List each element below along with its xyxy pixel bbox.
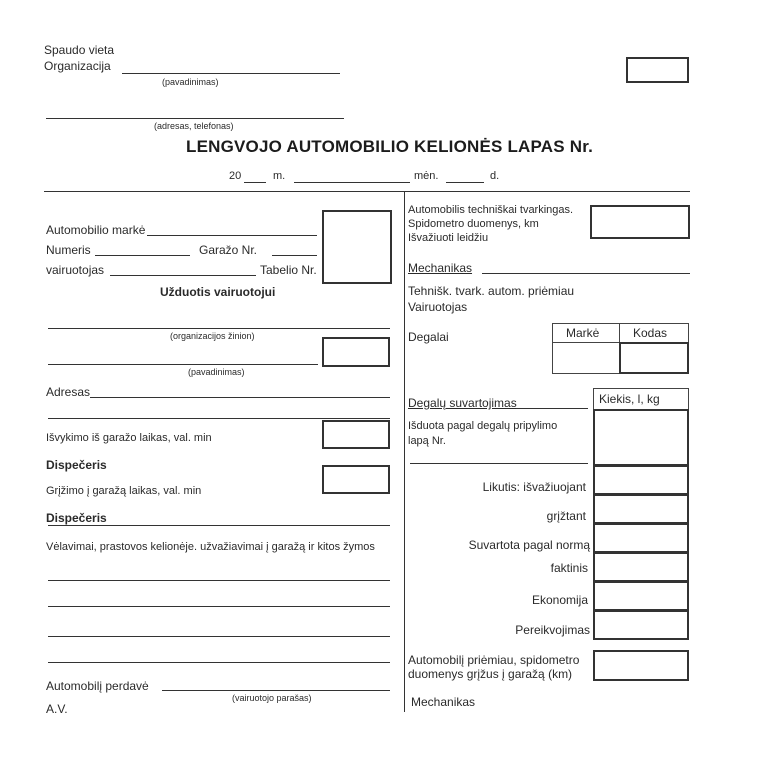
- departure-time-label: Išvykimo iš garažo laikas, val. min: [46, 432, 212, 444]
- notes-line-4[interactable]: [48, 662, 390, 663]
- tab-number-label: Tabelio Nr.: [260, 263, 317, 277]
- address-extra-line[interactable]: [48, 418, 390, 419]
- date-year-unit: m.: [273, 170, 286, 182]
- fuel-brand-column-label: Markė: [566, 326, 600, 340]
- number-label: Numeris: [46, 243, 91, 257]
- address-field-line[interactable]: [90, 397, 390, 398]
- stamp-place-label: Spaudo vieta: [44, 43, 115, 57]
- fuel-code-cell[interactable]: [619, 342, 689, 374]
- page-title: LENGVOJO AUTOMOBILIO KELIONĖS LAPAS Nr.: [186, 137, 594, 156]
- quantity-column-label: Kiekis, l, kg: [599, 392, 660, 406]
- date-month-unit: mėn.: [414, 170, 439, 182]
- mechanic-label-2: Mechanikas: [411, 695, 476, 709]
- car-brand-label: Automobilio markė: [46, 223, 146, 237]
- issued-quantity-cell[interactable]: [593, 409, 689, 466]
- return-time-label: Grįžimo į garažą laikas, val. min: [46, 485, 202, 497]
- return-time-box[interactable]: [322, 465, 390, 494]
- actual-usage-label: faktinis: [550, 561, 588, 575]
- used-norm-label: Suvartota pagal normą: [468, 538, 590, 552]
- task-line-2[interactable]: [48, 364, 318, 365]
- header-divider: [44, 191, 690, 192]
- departure-time-box[interactable]: [322, 420, 390, 449]
- issued-by-label-line1: Išduota pagal degalų pripylimo: [408, 420, 558, 432]
- task-box[interactable]: [322, 337, 390, 367]
- task-name-hint: (pavadinimas): [188, 367, 245, 377]
- dispatcher-label-1: Dispečeris: [46, 458, 107, 472]
- column-divider: [404, 192, 405, 712]
- overuse-cell[interactable]: [593, 610, 689, 640]
- overuse-label: Pereikvojimas: [515, 623, 590, 637]
- accepted-label-line2: duomenys grįžus į garažą (km): [408, 667, 573, 681]
- actual-usage-cell[interactable]: [593, 552, 689, 582]
- fuel-brand-cell[interactable]: [552, 342, 620, 374]
- date-month-line[interactable]: [294, 182, 410, 183]
- remaining-out-label: Likutis: išvažiuojant: [482, 480, 586, 494]
- speedometer-return-box[interactable]: [593, 650, 689, 681]
- mechanic-signature-line[interactable]: [482, 273, 690, 274]
- speedometer-label: Spidometro duomenys, km: [408, 218, 539, 230]
- task-heading: Užduotis vairuotojui: [160, 285, 276, 299]
- departure-allowed-label: Išvažiuoti leidžiu: [408, 232, 489, 244]
- remaining-return-label: grįžtant: [546, 509, 586, 523]
- notes-line-1[interactable]: [48, 580, 390, 581]
- driver-line[interactable]: [110, 275, 256, 276]
- date-year-prefix: 20: [229, 170, 242, 182]
- address-phone-hint: (adresas, telefonas): [154, 121, 234, 131]
- address-label: Adresas: [46, 385, 91, 399]
- organization-name-hint: (pavadinimas): [162, 77, 219, 87]
- fuel-usage-label: Degalų suvartojimas: [408, 396, 517, 410]
- handed-over-line[interactable]: [162, 690, 390, 691]
- tech-accepted-label: Tehnišk. tvark. autom. priėmiau: [408, 284, 575, 298]
- fuel-usage-line: [516, 408, 588, 409]
- date-day-line[interactable]: [446, 182, 484, 183]
- issued-by-line[interactable]: [410, 463, 588, 464]
- speedometer-out-box[interactable]: [590, 205, 690, 239]
- car-info-box[interactable]: [322, 210, 392, 284]
- driver-signature-label: Vairuotojas: [408, 300, 468, 314]
- organization-line[interactable]: [122, 73, 340, 74]
- mechanic-label-1: Mechanikas: [408, 261, 473, 275]
- notes-line-2[interactable]: [48, 606, 390, 607]
- garage-number-line[interactable]: [272, 255, 317, 256]
- economy-cell[interactable]: [593, 581, 689, 611]
- driver-label: vairuotojas: [46, 263, 105, 277]
- fuel-code-column-label: Kodas: [633, 326, 668, 340]
- form-number-box[interactable]: [626, 57, 689, 83]
- stamp-av-label: A.V.: [46, 702, 68, 716]
- notes-line-3[interactable]: [48, 636, 390, 637]
- organization-hint: (organizacijos žinion): [170, 331, 255, 341]
- accepted-label-line1: Automobilį priėmiau, spidometro: [408, 653, 580, 667]
- task-line-1[interactable]: [48, 328, 390, 329]
- garage-number-label: Garažo Nr.: [199, 243, 258, 257]
- economy-label: Ekonomija: [531, 593, 588, 607]
- organization-label: Organizacija: [44, 59, 111, 73]
- date-day-unit: d.: [490, 170, 500, 182]
- date-year-line[interactable]: [244, 182, 266, 183]
- remaining-return-cell[interactable]: [593, 494, 689, 524]
- remaining-out-cell[interactable]: [593, 465, 689, 495]
- dispatcher-label-2: Dispečeris: [46, 511, 107, 525]
- handed-over-label: Automobilį perdavė: [46, 679, 149, 693]
- issued-by-label-line2: lapą Nr.: [408, 435, 446, 447]
- tech-ok-label: Automobilis techniškai tvarkingas.: [408, 204, 574, 216]
- fuel-label: Degalai: [408, 330, 449, 344]
- car-brand-line[interactable]: [147, 235, 317, 236]
- number-line[interactable]: [95, 255, 190, 256]
- dispatcher-line[interactable]: [48, 525, 390, 526]
- delays-label: Vėlavimai, prastovos kelionėje. užvažiavimai į garažą ir kitos žymos: [46, 541, 375, 553]
- driver-signature-hint: (vairuotojo parašas): [232, 693, 312, 703]
- address-line[interactable]: [46, 118, 344, 119]
- used-norm-cell[interactable]: [593, 523, 689, 553]
